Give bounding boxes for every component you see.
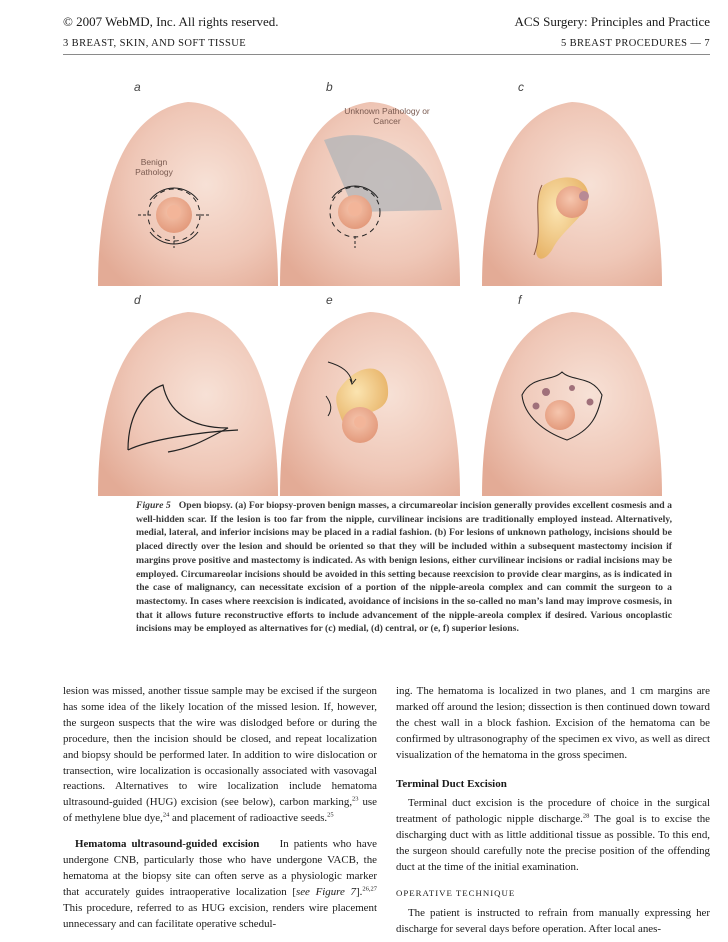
panel-a-label: a (134, 80, 141, 94)
subsection-heading-operative: OPERATIVE TECHNIQUE (396, 887, 516, 898)
figure-7-reference[interactable]: see Figure 7 (295, 885, 357, 898)
panel-d-label: d (134, 293, 141, 307)
unknown-pathology-label: Unknown Pathology or Cancer (344, 106, 430, 126)
right-column (396, 684, 710, 938)
left-p2-bracket: ]. (356, 885, 363, 898)
reference-24: 24 (162, 811, 170, 819)
left-paragraph-2 (63, 837, 377, 932)
right-p2-text: Terminal duct excision is the procedure of choice in the surgical treatment of pathologic nipple discharge. (396, 797, 710, 826)
panel-d-illustration (88, 300, 284, 496)
panel-c-label: c (518, 80, 524, 94)
right-paragraph-1: ing. The hematoma is localized in two planes, and 1 cm margins are marked off around the lesion; dissection is then continued down toward the chest wall in a block fashion. Excision of the hematoma can be confirmed by ultrasonography of the specimen ex vivo, as well as direct visualization of the hematoma in the gross specimen. (396, 685, 710, 761)
right-paragraph-3: The patient is instructed to refrain from manually expressing her discharge for several days before operation. After local anes- (396, 906, 710, 935)
panel-e-illustration (270, 300, 466, 496)
panel-a-illustration (88, 90, 284, 286)
left-p2-end: This procedure, referred to as HUG excision, renders wire placement unnecessary and can facilitate operative schedul- (63, 901, 377, 930)
panel-b-label: b (326, 80, 333, 94)
figure-caption-text: Open biopsy. (a) For biopsy-proven benign masses, a circumareolar incision generally provides excellent cosmesis and a well-hidden scar. If the lesion is too far from the nipple, curvilinear incisions are traditionally employed instead. Alternatively, medial, lateral, and inferior incisions may be placed in a radial fashion. (b) For lesions of unknown pathology, incisions should be placed directly over the lesion and should be oriented so that they will be included within a subsequent mastectomy incision if margins prove positive and mastectomy is indicated. As with benign lesions, either curvilinear incisions or radial incisions may be employed. Circumareolar incisions should be avoided in this setting because reexcision to provide clear margins, as is indicated in the case of malignancy, can necessitate excision of a portion of the nipple-areola complex and can commit the surgeon to a mastectomy. In cases where reexcision is indicated, avoidance of incisions in the so-called no man’s land may improve cosmesis, in that it allows future reconstructive efforts to include advancement of the nipple-areola complex if desired. Various oncoplastic incisions may be employed as alternatives for (c) medial, (d) central, or (e, f) superior lesions. (136, 500, 672, 635)
left-p1-mid: use of methylene blue dye, (63, 796, 377, 825)
header-copyright: © 2007 WebMD, Inc. All rights reserved. (63, 14, 279, 29)
header-chapter: 5 BREAST PROCEDURES — 7 (560, 38, 710, 49)
header-section: 3 BREAST, SKIN, AND SOFT TISSUE (63, 38, 247, 49)
left-column (63, 684, 377, 933)
panel-e-label: e (326, 293, 333, 307)
panel-f-label: f (518, 293, 522, 307)
header-rule (63, 54, 710, 55)
right-paragraph-2 (396, 796, 710, 876)
panel-c-illustration (472, 90, 668, 286)
left-p1-text: lesion was missed, another tissue sample may be excised if the surgeon has some idea of the likely location of the missed lesion. If, however, the surgeon suspects that the wire was dislodged before or during the procedure, then the incision should be closed, and repeat localization and biopsy should be performed later. In addition to wire dislocation or transection, wire localization is occasionally associated with vasovagal reactions. Alternatives to wire localization include hematoma ultrasound-guided (HUG) excision (see below), carbon marking, (63, 685, 377, 809)
left-paragraph-1 (63, 684, 377, 827)
reference-28: 28 (582, 812, 590, 820)
reference-25: 25 (327, 811, 334, 819)
benign-pathology-label: Benign Pathology (135, 157, 173, 177)
figure-caption-label: Figure 5 (136, 500, 171, 511)
left-p2-text: In patients who have undergone CNB, particularly those who have undergone VACB, the hematoma at the biopsy site can often serve as a physiologic marker that accurately guides intraoperative localization [ (63, 838, 377, 898)
runin-heading-hug: Hematoma ultrasound-guided excision (75, 838, 260, 851)
right-p2-end: The goal is to excise the discharging duct with as little additional tissue as possible. To this end, the surgeon should carefully note the precise position of the offending duct at the time of the initial examination. (396, 813, 710, 874)
section-heading-terminal-duct: Terminal Duct Excision (396, 777, 507, 790)
reference-26-27: 26,27 (362, 885, 377, 893)
header-book-title: ACS Surgery: Principles and Practice (514, 14, 710, 29)
reference-23: 23 (352, 795, 359, 803)
left-p1-end: and placement of radioactive seeds. (169, 812, 328, 825)
panel-f-illustration (472, 300, 668, 496)
figure-caption (136, 499, 672, 636)
